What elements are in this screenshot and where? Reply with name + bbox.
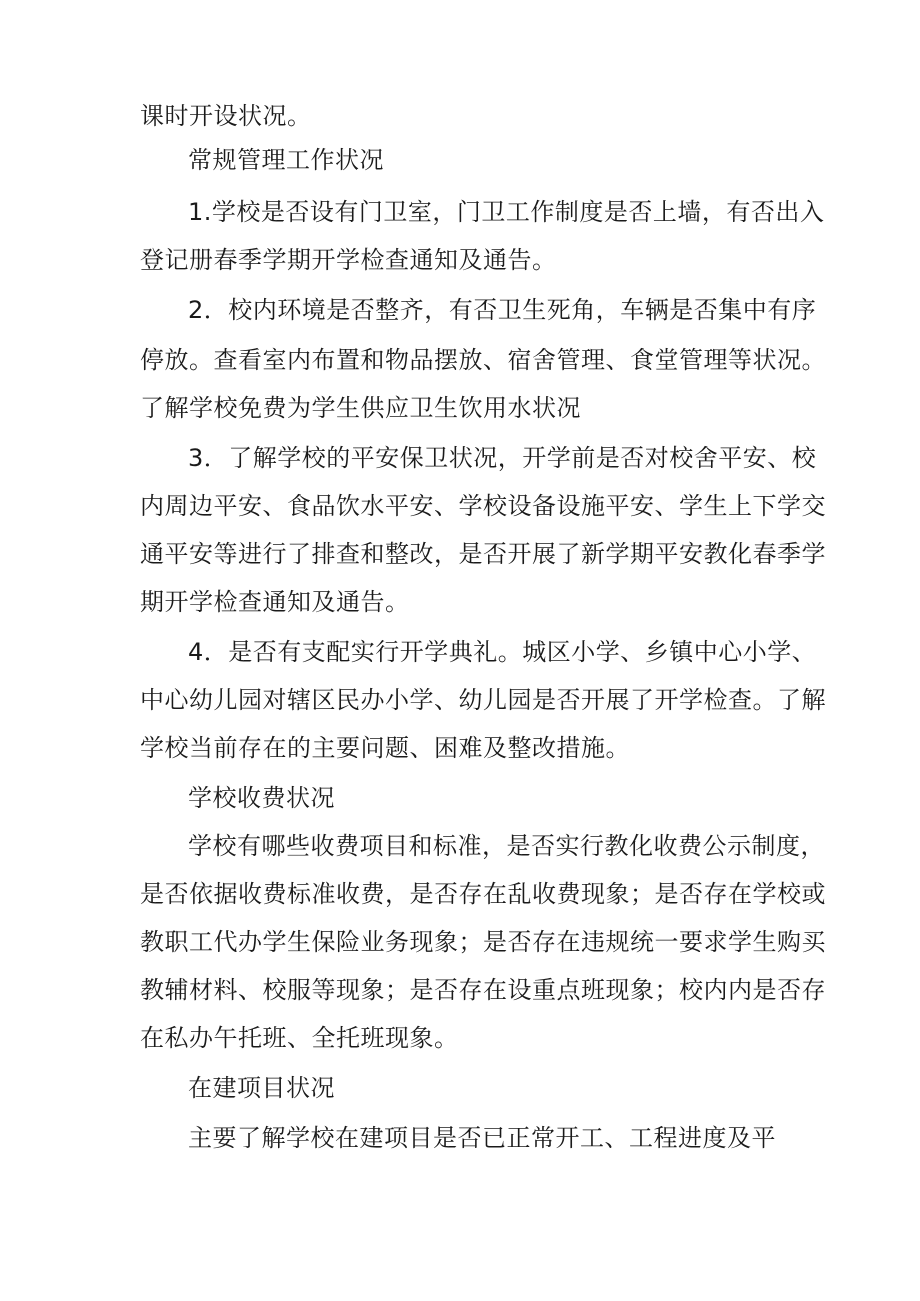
section-heading-construction-projects: 在建项目状况 [188, 1074, 335, 1102]
text-line: 通平安等进行了排查和整改，是否开展了新学期平安教化春季学 [140, 540, 826, 568]
text-line: 主要了解学校在建项目是否已正常开工、工程进度及平 [188, 1124, 776, 1152]
text-line: 4．是否有支配实行开学典礼。城区小学、乡镇中心小学、 [188, 638, 817, 666]
text-line: 2．校内环境是否整齐，有否卫生死角，车辆是否集中有序 [188, 296, 817, 324]
text-line: 学校当前存在的主要问题、困难及整改措施。 [140, 734, 630, 762]
text-line: 在私办午托班、全托班现象。 [140, 1024, 459, 1052]
text-line: 中心幼儿园对辖区民办小学、幼儿园是否开展了开学检查。了解 [140, 686, 826, 714]
text-line: 课时开设状况。 [140, 102, 312, 130]
text-line: 内周边平安、食品饮水平安、学校设备设施平安、学生上下学交 [140, 492, 826, 520]
text-line: 教职工代办学生保险业务现象；是否存在违规统一要求学生购买 [140, 928, 826, 956]
text-line: 学校有哪些收费项目和标准，是否实行教化收费公示制度， [188, 832, 825, 860]
text-line: 期开学检查通知及通告。 [140, 588, 410, 616]
section-heading-school-fees: 学校收费状况 [188, 784, 335, 812]
text-line: 停放。查看室内布置和物品摆放、宿舍管理、食堂管理等状况。 [140, 346, 826, 374]
text-line: 3．了解学校的平安保卫状况，开学前是否对校舍平安、校 [188, 444, 817, 472]
text-line: 1.学校是否设有门卫室，门卫工作制度是否上墙，有否出入 [188, 198, 825, 226]
text-line: 是否依据收费标准收费，是否存在乱收费现象；是否存在学校或 [140, 880, 826, 908]
text-line: 了解学校免费为学生供应卫生饮用水状况 [140, 394, 581, 422]
text-line: 登记册春季学期开学检查通知及通告。 [140, 246, 557, 274]
text-line: 教辅材料、校服等现象；是否存在设重点班现象；校内内是否存 [140, 976, 826, 1004]
section-heading-routine-management: 常规管理工作状况 [188, 146, 384, 174]
